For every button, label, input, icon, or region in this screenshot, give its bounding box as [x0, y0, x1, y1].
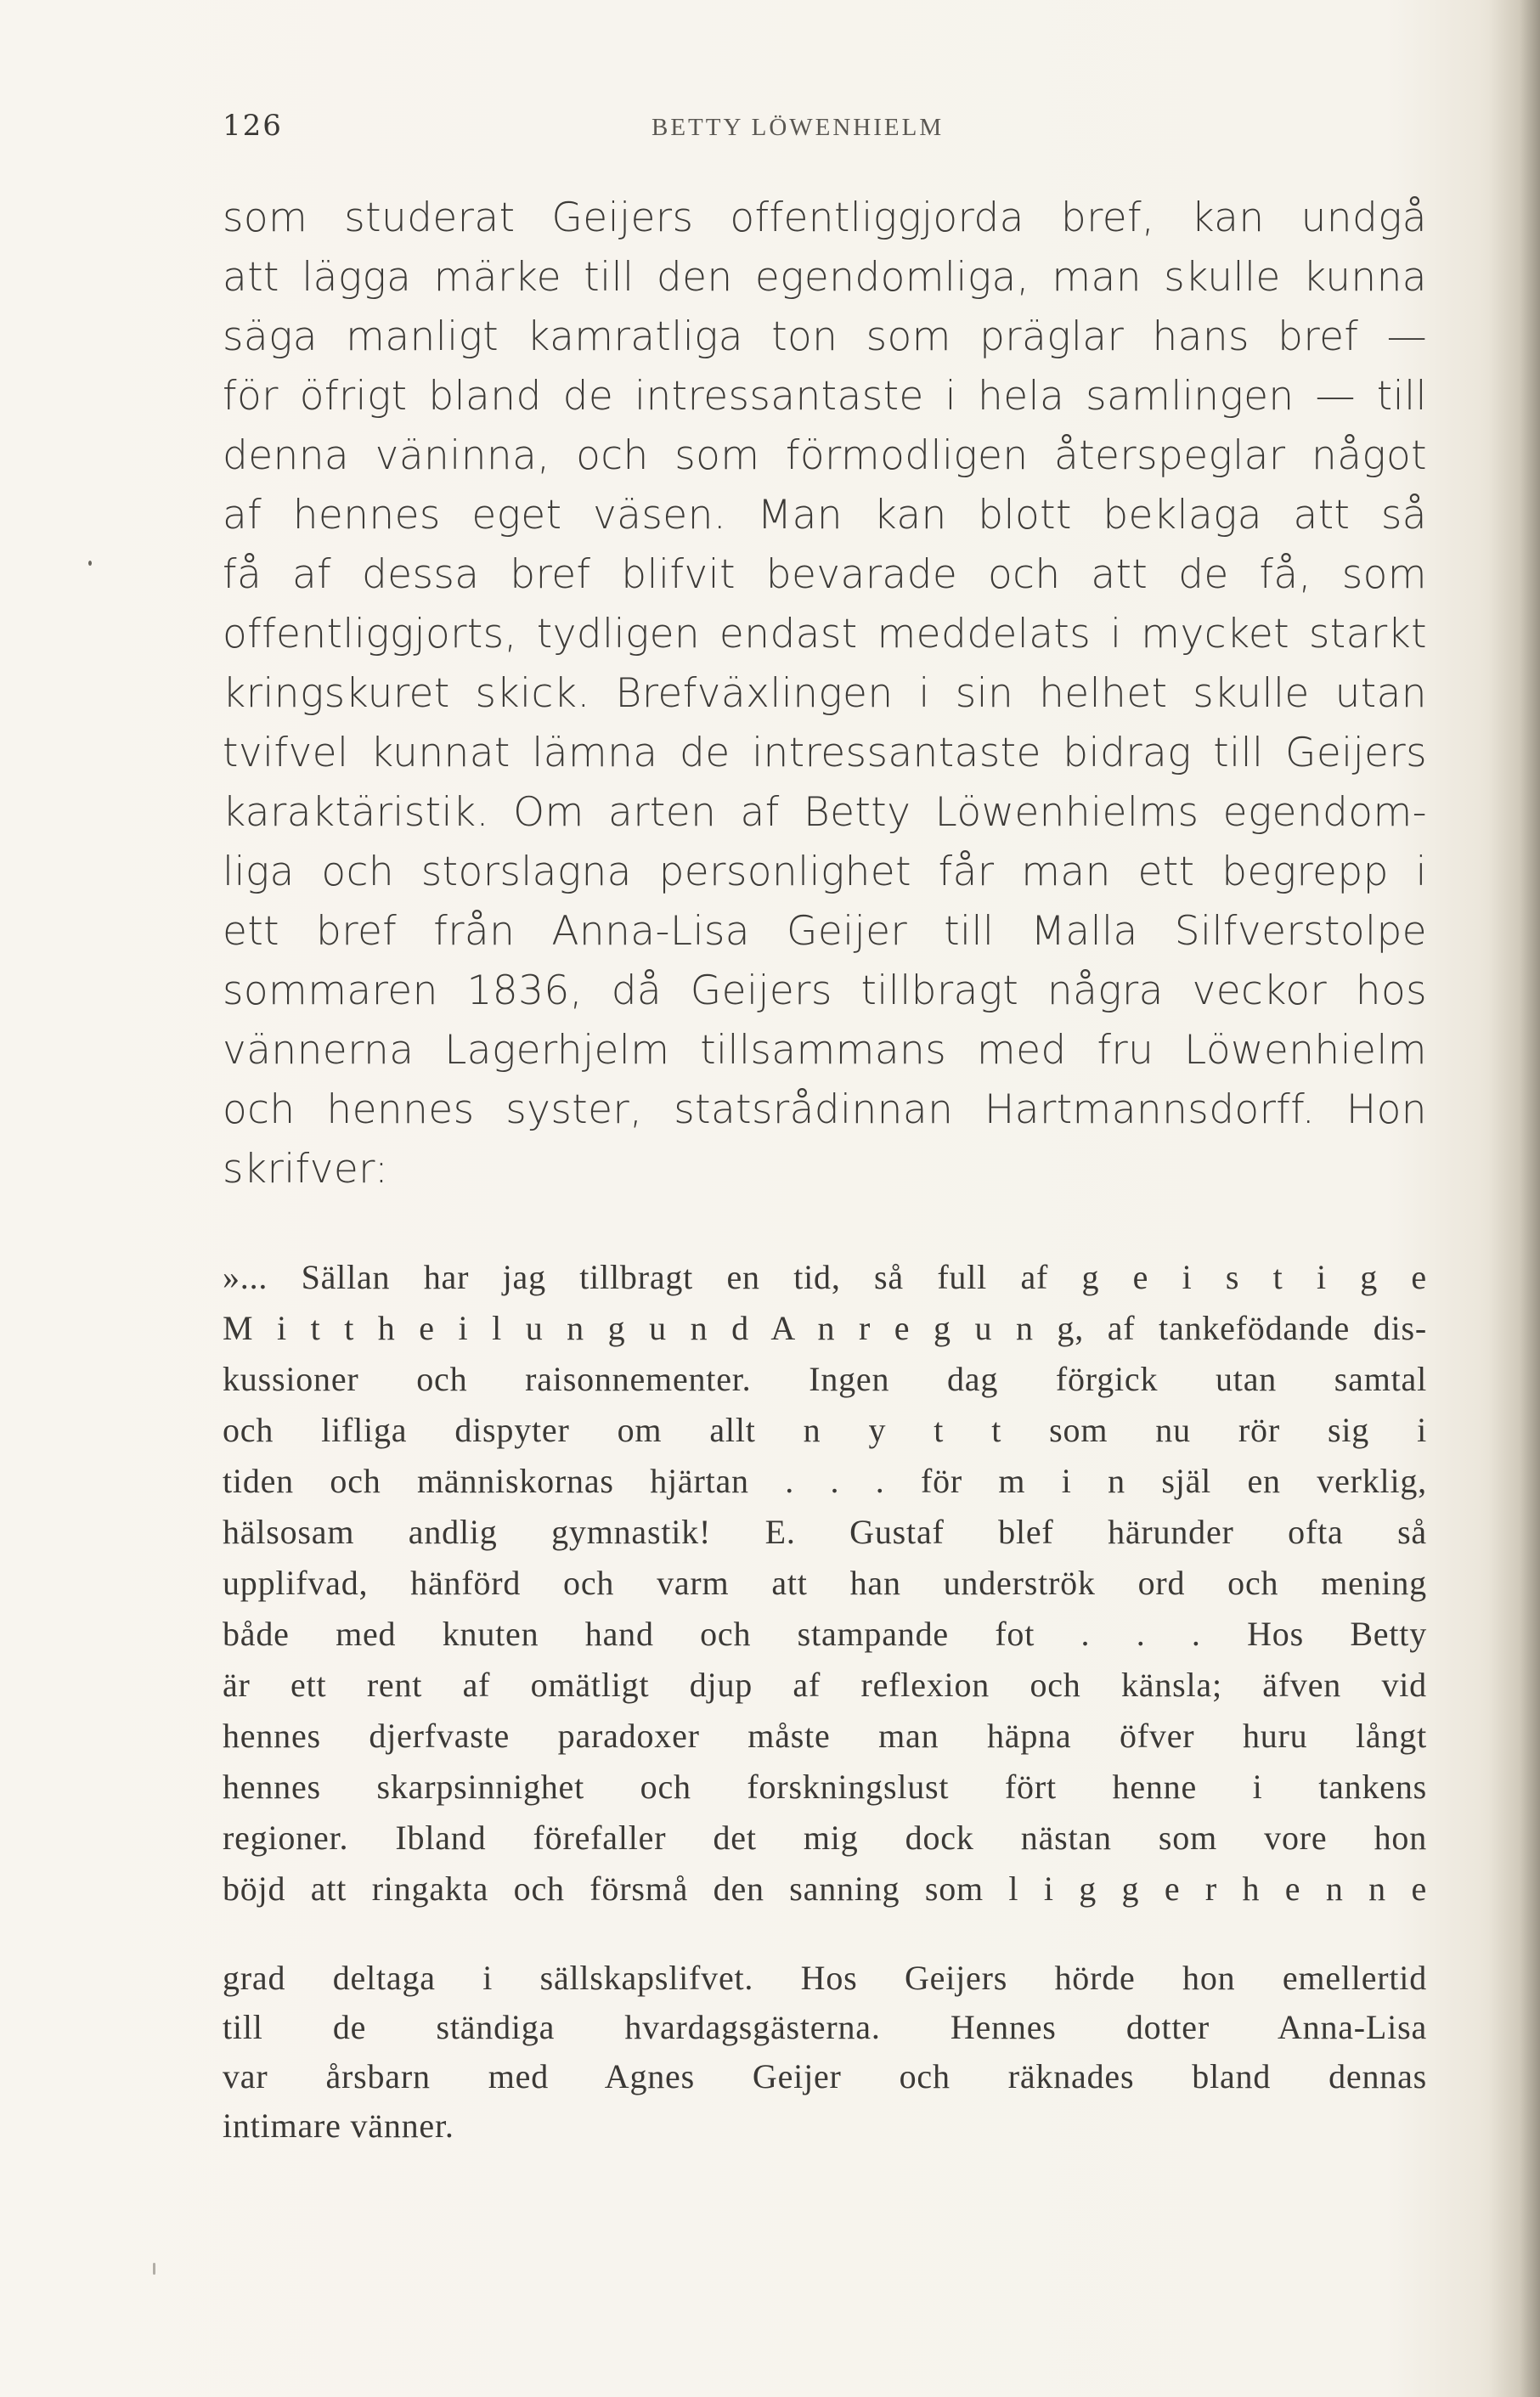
page-number: 126 — [223, 109, 283, 143]
footnote — [223, 1954, 1427, 2151]
quote-line: upplifvad, hänförd och varm att han underströk ord och mening — [223, 1564, 1427, 1602]
quote-line: M i t t h e i l u n g u n d A n r e g u n g, af tankefödande dis- — [223, 1309, 1427, 1347]
body-line: offentliggjorts, tydligen endast meddelats i mycket starkt — [223, 611, 1427, 657]
body-line: vännerna Lagerhjelm tillsammans med fru Löwenhielm — [223, 1027, 1427, 1074]
quote-line: böjd att ringakta och försmå den sanning som l i g g e r h e n n e — [223, 1870, 1427, 1908]
body-line: tvifvel kunnat lämna de intressantaste bidrag till Geijers — [223, 730, 1427, 776]
body-line: för öfrigt bland de intressantaste i hela samlingen — till — [223, 373, 1427, 420]
body-line: liga och storslagna personlighet får man ett begrepp i — [223, 849, 1427, 895]
body-line: som studerat Geijers offentliggjorda bref, kan undgå — [223, 195, 1427, 241]
body-line: och hennes syster, statsrådinnan Hartmannsdorff. Hon — [223, 1086, 1427, 1133]
quote-line: både med knuten hand och stampande fot . . . Hos Betty — [223, 1615, 1427, 1653]
body-line: skrifver: — [223, 1146, 389, 1193]
quote-line: är ett rent af omätligt djup af reflexion och känsla; äfven vid — [223, 1666, 1427, 1704]
running-head: BETTY LÖWENHIELM — [652, 114, 945, 141]
quote-line: regioner. Ibland förefaller det mig dock nästan som vore hon — [223, 1819, 1427, 1857]
body-line: säga manligt kamratliga ton som präglar hans bref — — [223, 313, 1427, 360]
quote-line: och lifliga dispyter om allt n y t t som nu rör sig i — [223, 1411, 1427, 1449]
quote-line: hennes skarpsinnighet och forskningslust fört henne i tankens — [223, 1768, 1427, 1806]
body-line: sommaren 1836, då Geijers tillbragt några veckor hos — [223, 967, 1427, 1014]
footnote-line: intimare vänner. — [223, 2107, 454, 2145]
paper-speck — [153, 2263, 155, 2275]
body-line: att lägga märke till den egendomliga, man skulle kunna — [223, 254, 1427, 301]
block-quote — [223, 1252, 1427, 1915]
body-line: af hennes eget väsen. Man kan blott beklaga att så — [223, 492, 1427, 539]
quote-line: hälsosam andlig gymnastik! E. Gustaf blef härunder ofta så — [223, 1513, 1427, 1551]
main-paragraph — [223, 189, 1427, 1199]
footnote-line: var årsbarn med Agnes Geijer och räknades bland dennas — [223, 2057, 1427, 2095]
quote-line: hennes djerfvaste paradoxer måste man häpna öfver huru långt — [223, 1717, 1427, 1755]
body-line: kringskuret skick. Brefväxlingen i sin helhet skulle utan — [223, 670, 1427, 717]
body-line: få af dessa bref blifvit bevarade och att de få, som — [223, 551, 1427, 598]
body-line: denna väninna, och som förmodligen återspeglar något — [223, 432, 1427, 479]
body-line: ett bref från Anna-Lisa Geijer till Malla Silfverstolpe — [223, 908, 1427, 955]
quote-line: »... Sällan har jag tillbragt en tid, så full af g e i s t i g e — [223, 1258, 1427, 1296]
paper-speck — [88, 561, 92, 566]
quote-line: kussioner och raisonnementer. Ingen dag förgick utan samtal — [223, 1360, 1427, 1398]
quote-line: tiden och människornas hjärtan . . . för m i n själ en verklig, — [223, 1462, 1427, 1500]
page-header — [223, 109, 1004, 151]
footnote-line: till de ständiga hvardagsgästerna. Hennes dotter Anna-Lisa — [223, 2008, 1427, 2046]
footnote-line: grad deltaga i sällskapslifvet. Hos Geijers hörde hon emellertid — [223, 1959, 1427, 1997]
body-line: karaktäristik. Om arten af Betty Löwenhielms egendom- — [223, 789, 1427, 836]
page-edge-shadow — [1489, 0, 1540, 2397]
